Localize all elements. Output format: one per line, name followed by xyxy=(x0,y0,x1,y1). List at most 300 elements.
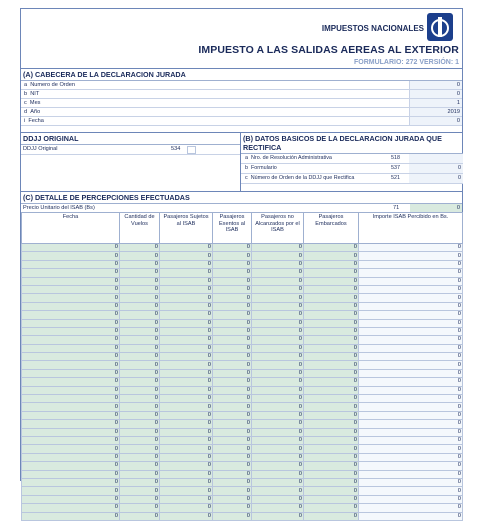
table-cell[interactable]: 0 xyxy=(359,411,463,419)
table-cell[interactable]: 0 xyxy=(22,285,120,293)
table-cell[interactable]: 0 xyxy=(304,487,359,495)
table-cell[interactable]: 0 xyxy=(213,453,252,461)
row-value: 2019 xyxy=(447,109,460,115)
table-cell[interactable]: 0 xyxy=(213,445,252,453)
table-cell[interactable]: 0 xyxy=(213,269,252,277)
table-cell[interactable]: 0 xyxy=(213,487,252,495)
table-row xyxy=(22,478,463,486)
table-cell[interactable]: 0 xyxy=(304,420,359,428)
table-cell[interactable]: 0 xyxy=(22,302,120,310)
table-row xyxy=(22,462,463,470)
table-row xyxy=(22,302,463,310)
table-cell[interactable]: 0 xyxy=(160,403,213,411)
table-cell[interactable]: 0 xyxy=(304,369,359,377)
table-cell[interactable]: 0 xyxy=(160,285,213,293)
table-cell[interactable]: 0 xyxy=(160,386,213,394)
table-cell[interactable]: 0 xyxy=(120,311,160,319)
table-row xyxy=(22,353,463,361)
table-cell[interactable]: 0 xyxy=(22,311,120,319)
section-b-row xyxy=(241,164,463,174)
table-cell[interactable]: 0 xyxy=(120,294,160,302)
table-cell[interactable]: 0 xyxy=(252,353,304,361)
column-header: Pasajeros Embarcados xyxy=(304,213,359,244)
table-cell[interactable]: 0 xyxy=(120,395,160,403)
page-title: IMPUESTO A LAS SALIDAS AEREAS AL EXTERIOR xyxy=(198,44,459,56)
table-cell[interactable]: 0 xyxy=(213,395,252,403)
table-row xyxy=(22,336,463,344)
section-a-row xyxy=(21,81,462,90)
table-cell[interactable]: 0 xyxy=(160,260,213,268)
table-cell[interactable]: 0 xyxy=(120,445,160,453)
row-label: a Numero de Orden xyxy=(24,82,76,88)
table-cell[interactable]: 0 xyxy=(160,311,213,319)
table-cell[interactable]: 0 xyxy=(359,504,463,512)
table-cell[interactable]: 0 xyxy=(304,260,359,268)
row-label: c Mes xyxy=(24,100,41,106)
ddjj-heading: DDJJ ORIGINAL xyxy=(21,133,240,145)
table-cell[interactable]: 0 xyxy=(252,386,304,394)
table-cell[interactable]: 0 xyxy=(252,428,304,436)
table-cell[interactable]: 0 xyxy=(252,478,304,486)
table-cell[interactable]: 0 xyxy=(252,420,304,428)
table-cell[interactable]: 0 xyxy=(359,252,463,260)
table-cell[interactable]: 0 xyxy=(252,504,304,512)
table-cell[interactable]: 0 xyxy=(252,319,304,327)
table-cell[interactable]: 0 xyxy=(213,478,252,486)
table-cell[interactable]: 0 xyxy=(160,420,213,428)
table-cell[interactable]: 0 xyxy=(22,436,120,444)
table-cell[interactable]: 0 xyxy=(359,353,463,361)
table-cell[interactable]: 0 xyxy=(22,386,120,394)
table-cell[interactable]: 0 xyxy=(160,244,213,252)
table-cell[interactable]: 0 xyxy=(359,277,463,285)
row-value-field[interactable] xyxy=(409,99,462,107)
table-row xyxy=(22,504,463,512)
table-cell[interactable]: 0 xyxy=(213,319,252,327)
table-cell[interactable]: 0 xyxy=(304,428,359,436)
table-cell[interactable]: 0 xyxy=(160,462,213,470)
table-cell[interactable]: 0 xyxy=(22,252,120,260)
table-cell[interactable]: 0 xyxy=(213,495,252,503)
table-cell[interactable]: 0 xyxy=(160,411,213,419)
table-cell[interactable]: 0 xyxy=(22,319,120,327)
table-cell[interactable]: 0 xyxy=(160,395,213,403)
table-cell[interactable]: 0 xyxy=(120,327,160,335)
table-cell[interactable]: 0 xyxy=(213,285,252,293)
table-cell[interactable]: 0 xyxy=(252,277,304,285)
table-cell[interactable]: 0 xyxy=(160,302,213,310)
table-cell[interactable]: 0 xyxy=(213,260,252,268)
table-cell[interactable]: 0 xyxy=(252,436,304,444)
table-cell[interactable]: 0 xyxy=(252,336,304,344)
table-cell[interactable]: 0 xyxy=(22,336,120,344)
table-cell[interactable]: 0 xyxy=(252,470,304,478)
table-cell[interactable]: 0 xyxy=(252,327,304,335)
table-cell[interactable]: 0 xyxy=(304,453,359,461)
table-cell[interactable]: 0 xyxy=(22,445,120,453)
table-cell[interactable]: 0 xyxy=(304,495,359,503)
table-cell[interactable]: 0 xyxy=(22,462,120,470)
table-cell[interactable]: 0 xyxy=(160,369,213,377)
table-cell[interactable]: 0 xyxy=(160,277,213,285)
table-cell[interactable]: 0 xyxy=(213,428,252,436)
table-cell[interactable]: 0 xyxy=(22,327,120,335)
table-cell[interactable]: 0 xyxy=(252,378,304,386)
table-cell[interactable]: 0 xyxy=(160,428,213,436)
table-cell[interactable]: 0 xyxy=(252,361,304,369)
table-cell[interactable]: 0 xyxy=(120,504,160,512)
price-label: Precio Unitario del ISAB (Bs) xyxy=(23,205,95,211)
table-cell[interactable]: 0 xyxy=(22,378,120,386)
table-cell[interactable]: 0 xyxy=(120,344,160,352)
table-cell[interactable]: 0 xyxy=(213,436,252,444)
table-cell[interactable]: 0 xyxy=(120,369,160,377)
table-row xyxy=(22,428,463,436)
ddjj-row xyxy=(21,145,240,155)
table-row xyxy=(22,260,463,268)
table-cell[interactable]: 0 xyxy=(120,403,160,411)
ddjj-original-checkbox[interactable] xyxy=(187,146,196,154)
ddjj-panel xyxy=(21,133,240,191)
table-cell[interactable]: 0 xyxy=(160,470,213,478)
row-value-field[interactable] xyxy=(409,81,462,89)
section-a-row xyxy=(21,99,462,108)
section-b-heading: (B) DATOS BASICOS DE LA DECLARACION JURADA QUE RECTIFICA xyxy=(241,133,463,154)
table-cell[interactable]: 0 xyxy=(304,462,359,470)
table-cell[interactable]: 0 xyxy=(359,244,463,252)
table-cell[interactable]: 0 xyxy=(22,512,120,520)
table-cell[interactable]: 0 xyxy=(160,478,213,486)
table-cell[interactable]: 0 xyxy=(160,269,213,277)
table-cell[interactable]: 0 xyxy=(22,353,120,361)
table-cell[interactable]: 0 xyxy=(359,285,463,293)
table-cell[interactable]: 0 xyxy=(304,411,359,419)
table-cell[interactable]: 0 xyxy=(304,504,359,512)
table-cell[interactable]: 0 xyxy=(213,327,252,335)
table-cell[interactable]: 0 xyxy=(120,470,160,478)
table-cell[interactable]: 0 xyxy=(213,420,252,428)
row-label: a Nro. de Resolución Administrativa xyxy=(245,155,332,161)
table-cell[interactable]: 0 xyxy=(252,311,304,319)
table-row xyxy=(22,361,463,369)
table-cell[interactable]: 0 xyxy=(22,369,120,377)
table-cell[interactable]: 0 xyxy=(359,453,463,461)
table-cell[interactable]: 0 xyxy=(252,512,304,520)
table-row xyxy=(22,403,463,411)
table-cell[interactable]: 0 xyxy=(304,512,359,520)
table-cell[interactable]: 0 xyxy=(120,487,160,495)
table-cell[interactable]: 0 xyxy=(252,411,304,419)
table-cell[interactable]: 0 xyxy=(359,487,463,495)
table-cell[interactable]: 0 xyxy=(359,395,463,403)
table-cell[interactable]: 0 xyxy=(120,269,160,277)
table-row xyxy=(22,294,463,302)
section-c-heading: (C) DETALLE DE PERCEPCIONES EFECTUADAS xyxy=(21,191,462,204)
table-cell[interactable]: 0 xyxy=(22,260,120,268)
table-cell[interactable]: 0 xyxy=(252,495,304,503)
table-cell[interactable]: 0 xyxy=(22,428,120,436)
table-cell[interactable]: 0 xyxy=(252,369,304,377)
table-cell[interactable]: 0 xyxy=(213,470,252,478)
table-cell[interactable]: 0 xyxy=(359,378,463,386)
table-cell[interactable]: 0 xyxy=(359,470,463,478)
table-cell[interactable]: 0 xyxy=(304,403,359,411)
table-cell[interactable]: 0 xyxy=(252,269,304,277)
table-cell[interactable]: 0 xyxy=(160,436,213,444)
table-cell[interactable]: 0 xyxy=(120,453,160,461)
table-cell[interactable]: 0 xyxy=(22,294,120,302)
table-cell[interactable]: 0 xyxy=(160,453,213,461)
section-a-heading: (A) CABECERA DE LA DECLARACION JURADA xyxy=(21,68,462,81)
table-cell[interactable]: 0 xyxy=(213,386,252,394)
table-row xyxy=(22,319,463,327)
section-a-row xyxy=(21,90,462,99)
table-cell[interactable]: 0 xyxy=(359,327,463,335)
table-cell[interactable]: 0 xyxy=(304,302,359,310)
table-cell[interactable]: 0 xyxy=(120,353,160,361)
table-row xyxy=(22,453,463,461)
table-cell[interactable]: 0 xyxy=(252,294,304,302)
table-cell[interactable]: 0 xyxy=(22,453,120,461)
table-cell[interactable]: 0 xyxy=(359,495,463,503)
table-cell[interactable]: 0 xyxy=(160,344,213,352)
table-cell[interactable]: 0 xyxy=(304,378,359,386)
table-cell[interactable]: 0 xyxy=(359,428,463,436)
column-header: Importe ISAB Percibido en Bs. xyxy=(359,213,463,244)
table-cell[interactable]: 0 xyxy=(120,252,160,260)
table-cell[interactable]: 0 xyxy=(22,411,120,419)
table-cell[interactable]: 0 xyxy=(252,260,304,268)
table-cell[interactable]: 0 xyxy=(304,269,359,277)
table-cell[interactable]: 0 xyxy=(213,344,252,352)
table-cell[interactable]: 0 xyxy=(22,244,120,252)
row-value-field[interactable] xyxy=(409,164,463,173)
table-row xyxy=(22,277,463,285)
table-cell[interactable]: 0 xyxy=(160,512,213,520)
table-cell[interactable]: 0 xyxy=(213,336,252,344)
table-cell[interactable]: 0 xyxy=(120,411,160,419)
price-value[interactable] xyxy=(410,204,462,212)
table-cell[interactable]: 0 xyxy=(359,386,463,394)
table-cell[interactable]: 0 xyxy=(304,336,359,344)
table-cell[interactable]: 0 xyxy=(160,504,213,512)
table-cell[interactable]: 0 xyxy=(160,252,213,260)
table-cell[interactable]: 0 xyxy=(160,495,213,503)
row-value-field[interactable] xyxy=(409,117,462,125)
table-cell[interactable]: 0 xyxy=(213,244,252,252)
table-cell[interactable]: 0 xyxy=(22,487,120,495)
row-value: 0 xyxy=(458,165,461,171)
table-cell[interactable]: 0 xyxy=(160,487,213,495)
table-cell[interactable]: 0 xyxy=(304,478,359,486)
table-cell[interactable]: 0 xyxy=(359,336,463,344)
table-cell[interactable]: 0 xyxy=(359,403,463,411)
table-cell[interactable]: 0 xyxy=(213,353,252,361)
section-b-rows xyxy=(241,154,463,184)
table-cell[interactable]: 0 xyxy=(22,361,120,369)
table-cell[interactable]: 0 xyxy=(160,361,213,369)
table-cell[interactable]: 0 xyxy=(304,244,359,252)
table-cell[interactable]: 0 xyxy=(252,285,304,293)
table-cell[interactable]: 0 xyxy=(120,495,160,503)
table-cell[interactable]: 0 xyxy=(160,353,213,361)
table-cell[interactable]: 0 xyxy=(359,269,463,277)
table-cell[interactable]: 0 xyxy=(252,302,304,310)
table-cell[interactable]: 0 xyxy=(304,445,359,453)
table-cell[interactable]: 0 xyxy=(213,252,252,260)
table-cell[interactable]: 0 xyxy=(252,445,304,453)
table-cell[interactable]: 0 xyxy=(213,378,252,386)
column-header: Pasajeros Sujetos al ISAB xyxy=(160,213,213,244)
table-row xyxy=(22,244,463,252)
table-cell[interactable]: 0 xyxy=(359,294,463,302)
table-row xyxy=(22,386,463,394)
table-cell[interactable]: 0 xyxy=(304,361,359,369)
table-cell[interactable]: 0 xyxy=(304,353,359,361)
table-row xyxy=(22,445,463,453)
table-cell[interactable]: 0 xyxy=(120,285,160,293)
table-cell[interactable]: 0 xyxy=(160,378,213,386)
table-cell[interactable]: 0 xyxy=(120,361,160,369)
table-cell[interactable]: 0 xyxy=(22,403,120,411)
price-code: 71 xyxy=(393,205,400,211)
table-cell[interactable]: 0 xyxy=(359,319,463,327)
table-cell[interactable]: 0 xyxy=(120,260,160,268)
price-value-text: 0 xyxy=(456,205,460,211)
table-cell[interactable]: 0 xyxy=(160,336,213,344)
table-cell[interactable]: 0 xyxy=(120,478,160,486)
table-cell[interactable]: 0 xyxy=(359,344,463,352)
table-cell[interactable]: 0 xyxy=(22,269,120,277)
table-cell[interactable]: 0 xyxy=(304,470,359,478)
table-cell[interactable]: 0 xyxy=(359,311,463,319)
table-cell[interactable]: 0 xyxy=(252,252,304,260)
row-value: 1 xyxy=(456,100,460,106)
row-value: 0 xyxy=(458,175,461,181)
row-label: c Número de Orden de la DDJJ que Rectifica xyxy=(245,175,355,181)
table-cell[interactable]: 0 xyxy=(304,319,359,327)
section-a-row xyxy=(21,117,462,126)
table-cell[interactable]: 0 xyxy=(359,361,463,369)
table-cell[interactable]: 0 xyxy=(120,386,160,394)
table-cell[interactable]: 0 xyxy=(359,260,463,268)
table-cell[interactable]: 0 xyxy=(120,244,160,252)
row-value-field[interactable] xyxy=(409,174,463,183)
table-cell[interactable]: 0 xyxy=(304,436,359,444)
table-cell[interactable]: 0 xyxy=(304,311,359,319)
table-cell[interactable]: 0 xyxy=(304,277,359,285)
table-cell[interactable]: 0 xyxy=(359,445,463,453)
table-cell[interactable]: 0 xyxy=(359,420,463,428)
table-cell[interactable]: 0 xyxy=(22,344,120,352)
table-cell[interactable]: 0 xyxy=(252,344,304,352)
row-value: 0 xyxy=(456,91,460,97)
table-cell[interactable]: 0 xyxy=(213,462,252,470)
table-cell[interactable]: 0 xyxy=(213,277,252,285)
table-cell[interactable]: 0 xyxy=(22,495,120,503)
table-cell[interactable]: 0 xyxy=(120,336,160,344)
brand-name: IMPUESTOS NACIONALES xyxy=(321,24,424,33)
table-cell[interactable]: 0 xyxy=(160,327,213,335)
table-cell[interactable]: 0 xyxy=(304,252,359,260)
impuestos-nacionales-logo-icon xyxy=(427,13,453,41)
row-value-field[interactable] xyxy=(409,90,462,98)
table-cell[interactable]: 0 xyxy=(22,478,120,486)
table-cell[interactable]: 0 xyxy=(213,311,252,319)
table-cell[interactable]: 0 xyxy=(252,244,304,252)
table-cell[interactable]: 0 xyxy=(213,411,252,419)
table-cell[interactable]: 0 xyxy=(120,436,160,444)
table-cell[interactable]: 0 xyxy=(22,470,120,478)
table-cell[interactable]: 0 xyxy=(213,302,252,310)
table-cell[interactable]: 0 xyxy=(304,395,359,403)
table-cell[interactable]: 0 xyxy=(359,478,463,486)
table-cell[interactable]: 0 xyxy=(213,294,252,302)
table-row xyxy=(22,378,463,386)
table-cell[interactable]: 0 xyxy=(252,403,304,411)
table-cell[interactable]: 0 xyxy=(359,302,463,310)
table-cell[interactable]: 0 xyxy=(120,462,160,470)
table-cell[interactable]: 0 xyxy=(120,277,160,285)
table-cell[interactable]: 0 xyxy=(213,361,252,369)
table-cell[interactable]: 0 xyxy=(359,369,463,377)
table-cell[interactable]: 0 xyxy=(160,294,213,302)
column-header: Pasajeros Exentos al ISAB xyxy=(213,213,252,244)
row-ref-code: 518 xyxy=(391,155,400,161)
table-cell[interactable]: 0 xyxy=(359,462,463,470)
row-ref-code: 521 xyxy=(391,175,400,181)
table-cell[interactable]: 0 xyxy=(22,277,120,285)
row-value-field[interactable] xyxy=(409,154,463,163)
table-cell[interactable]: 0 xyxy=(22,420,120,428)
table-cell[interactable]: 0 xyxy=(213,369,252,377)
table-cell[interactable]: 0 xyxy=(213,512,252,520)
table-cell[interactable]: 0 xyxy=(120,319,160,327)
table-cell[interactable]: 0 xyxy=(304,294,359,302)
table-cell[interactable]: 0 xyxy=(160,445,213,453)
table-cell[interactable]: 0 xyxy=(213,504,252,512)
table-cell[interactable]: 0 xyxy=(304,327,359,335)
table-cell[interactable]: 0 xyxy=(252,395,304,403)
table-cell[interactable]: 0 xyxy=(213,403,252,411)
table-cell[interactable]: 0 xyxy=(120,302,160,310)
table-row xyxy=(22,512,463,520)
section-a-rows xyxy=(21,81,462,126)
table-cell[interactable]: 0 xyxy=(22,395,120,403)
table-row xyxy=(22,344,463,352)
table-cell[interactable]: 0 xyxy=(304,386,359,394)
row-value: 0 xyxy=(456,82,460,88)
table-row xyxy=(22,327,463,335)
table-cell[interactable]: 0 xyxy=(120,378,160,386)
table-cell[interactable]: 0 xyxy=(252,462,304,470)
table-cell[interactable]: 0 xyxy=(359,436,463,444)
section-a-row xyxy=(21,108,462,117)
table-cell[interactable]: 0 xyxy=(22,504,120,512)
table-cell[interactable]: 0 xyxy=(160,319,213,327)
table-cell[interactable]: 0 xyxy=(304,344,359,352)
row-label: b Formulario xyxy=(245,165,277,171)
table-cell[interactable]: 0 xyxy=(120,512,160,520)
table-cell[interactable]: 0 xyxy=(252,453,304,461)
table-cell[interactable]: 0 xyxy=(120,428,160,436)
table-cell[interactable]: 0 xyxy=(252,487,304,495)
form-header xyxy=(21,9,462,68)
table-cell[interactable]: 0 xyxy=(120,420,160,428)
column-header: Fecha xyxy=(22,213,120,244)
table-cell[interactable]: 0 xyxy=(304,285,359,293)
table-cell[interactable]: 0 xyxy=(359,512,463,520)
